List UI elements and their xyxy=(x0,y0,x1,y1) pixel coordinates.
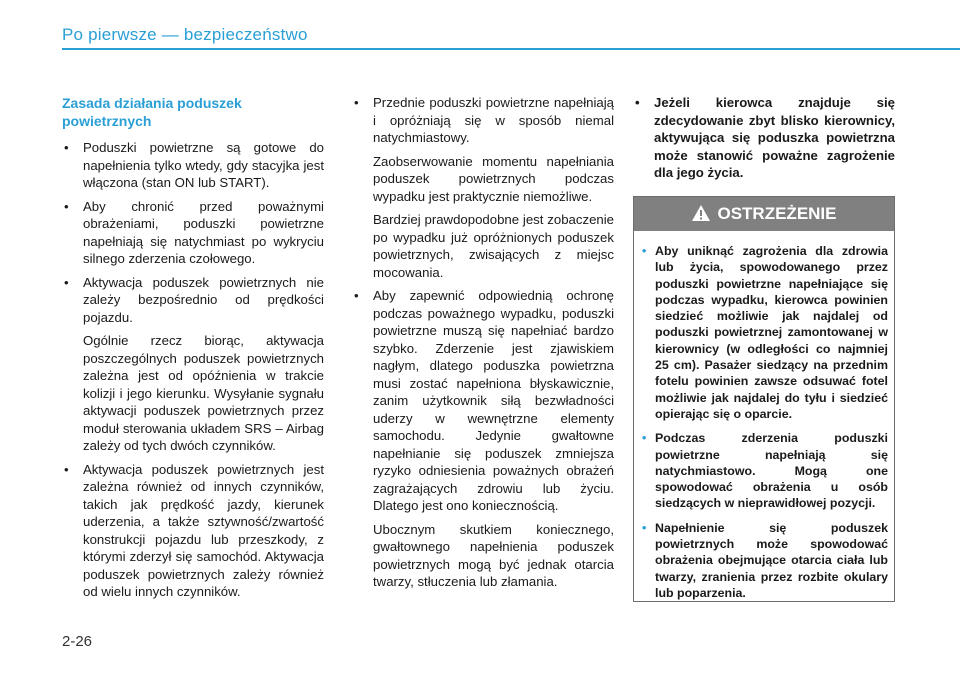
list-item-text: Przednie poduszki powietrzne napełniają i opróżniają się w sposób niemal natychmiastowy. xyxy=(373,95,614,145)
column-left xyxy=(62,94,324,607)
section-heading-line1: Zasada działania poduszek xyxy=(62,95,242,111)
bullet-icon: • xyxy=(642,520,647,535)
bullet-icon: • xyxy=(64,461,69,477)
list-item-text: Aby chronić przed poważnymi obrażeniami, poduszki powietrzne napełniają się natychmiast po wykryciu silnego zderzenia czołowego. xyxy=(83,198,324,266)
section-heading xyxy=(62,94,324,130)
list-item-text: Poduszki powietrzne są gotowe do napełnienia tylko wtedy, gdy stacyjka jest włączona (stan ON lub START). xyxy=(83,140,324,190)
column-right xyxy=(633,94,895,188)
bullet-icon: • xyxy=(64,274,69,290)
bullet-icon: • xyxy=(64,198,69,214)
bullet-icon: • xyxy=(64,140,69,155)
page-number: 2-26 xyxy=(62,633,93,650)
header-divider xyxy=(62,48,960,50)
bullet-icon: • xyxy=(354,288,359,303)
paragraph: Bardziej prawdopodobne jest zobaczenie po wypadku już opróżnionych poduszek powietrznych, zwisających z miejsc mocowania. xyxy=(373,212,614,280)
warning-title xyxy=(634,203,894,225)
section-heading-line2: powietrznych xyxy=(62,113,152,129)
list-item-text: Aby zapewnić odpowiednią ochronę podczas poważnego wypadku, poduszki powietrzne muszą się napełniać bardzo szybko. Zderzenie jest zjawiskiem nagłym, dlatego poduszka powietrzna musi zostać napełniona błyskawicznie, zanim użytkownik siłą bezwładności uderzy w wewnętrzne elementy samochodu. Jedynie gwałtowne napełnianie się poduszek zmniejsza ryzyko odniesienia poważnych obrażeń zagrażających zdrowiu lub życiu. Dlatego jest ono koniecznością. xyxy=(373,288,614,513)
list-item-text: Jeżeli kierowca znajduje się zdecydowanie zbyt blisko kierownicy, aktywująca się poduszka powietrzna może stanowić poważne zagrożenie dla jego życia. xyxy=(654,95,895,180)
list-item xyxy=(352,287,614,515)
list-item xyxy=(62,461,324,601)
bullet-icon: • xyxy=(642,244,647,258)
bullet-icon: • xyxy=(354,95,359,110)
warning-triangle-icon xyxy=(691,204,711,222)
warning-item xyxy=(642,430,888,511)
warning-box xyxy=(633,196,895,602)
list-item xyxy=(62,198,324,268)
paragraph: Ubocznym skutkiem koniecznego, gwałtownego napełnienia poduszek powietrznych mogą być jednak otarcia twarzy, stłuczenia lub złamania. xyxy=(373,521,614,589)
list-item xyxy=(633,94,895,182)
bullet-icon: • xyxy=(642,431,647,446)
warning-item xyxy=(642,520,888,601)
paragraph: Zaobserwowanie momentu napełniania poduszek powietrznych podczas wypadku jest praktycznie niemożliwe. xyxy=(373,153,614,204)
warning-header xyxy=(634,197,894,231)
list-item-text: Aktywacja poduszek powietrznych nie zależy bezpośrednio od prędkości pojazdu. xyxy=(83,274,324,325)
column-middle xyxy=(352,94,614,597)
list-item xyxy=(352,94,614,147)
warning-body xyxy=(642,243,888,609)
bullet-icon: • xyxy=(635,95,640,110)
list-item xyxy=(62,139,324,192)
warning-title-text: OSTRZEŻENIE xyxy=(717,204,837,223)
section-title: Po pierwsze — bezpieczeństwo xyxy=(62,25,308,44)
list-item xyxy=(62,274,324,327)
warning-item-text: Podczas zderzenia poduszki powietrzne napełniają się natychmiastowo. Mogą one spowodować obrażenia u osób siedzących w nieprawidłowej pozycji. xyxy=(655,431,888,511)
warning-item xyxy=(642,243,888,422)
warning-item-text: Aby uniknąć zagrożenia dla zdrowia lub życia, spowodowanego przez poduszki powietrzne napełniające się podczas wypadku, kierowca powinien siedzieć możliwie jak najdalej od poduszki powietrznej zamontowanej w kierownicy (w odległości co najmniej 25 cm). Pasażer siedzący na przednim fotelu powinien zawsze odsuwać fotel możliwie jak najdalej do tyłu i siedzieć opierając się o oparcie. xyxy=(655,244,888,421)
warning-item-text: Napełnienie się poduszek powietrznych może spowodować obrażenia obejmujące otarcia ciała lub twarzy, zranienia przez rozbite okulary lub poparzenia. xyxy=(655,520,888,600)
list-item-text: Aktywacja poduszek powietrznych jest zależna również od innych czynników, takich jak prędkość jazdy, kierunek uderzenia, a także sztywność/zwartość konstrukcji pojazdu lub przeszkody, z którymi zderzył się samochód. Aktywacja poduszek powietrznych zależy również od wielu innych czynników. xyxy=(83,461,324,599)
paragraph: Ogólnie rzecz biorąc, aktywacja poszczególnych poduszek powietrznych zależna jest od opóźnienia w trakcie kolizji i jego kierunku. Wysyłanie sygnału aktywacji poduszek powietrznych przez moduł sterowania układem SRS – Airbag zależy od tych dwóch czynników. xyxy=(83,333,324,453)
